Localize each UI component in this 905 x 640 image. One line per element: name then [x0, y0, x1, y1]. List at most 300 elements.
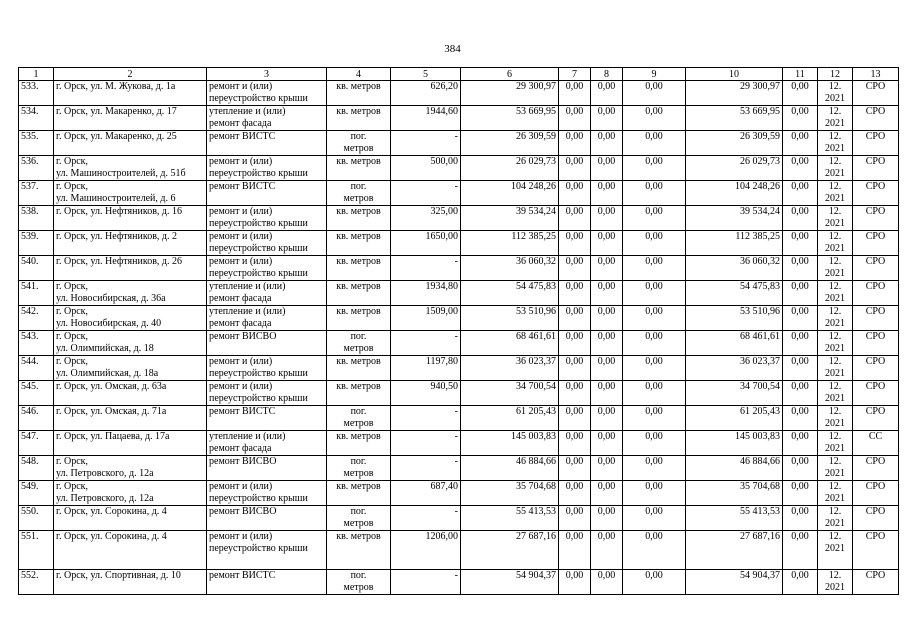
work-type-cell — [207, 256, 327, 281]
owners-funds-cell: 34 700,54 — [686, 381, 783, 406]
work-type-cell-line: ремонт и (или) — [209, 206, 273, 217]
unit-cell-line: пог. — [350, 570, 367, 581]
unit-cell-line: кв. метров — [336, 381, 381, 392]
work-type-cell-line: ремонт ВИСТС — [209, 131, 276, 142]
unit-cell — [327, 181, 391, 206]
unit-cell-line: метров — [343, 518, 374, 529]
unit-cell-line: метров — [343, 193, 374, 204]
address-cell-line: ул. Олимпийская, д. 18 — [56, 343, 154, 354]
work-type-cell-line: ремонт фасада — [209, 318, 272, 329]
address-cell-line: ул. Новосибирская, д. 40 — [56, 318, 162, 329]
column-header: 7 — [559, 68, 591, 81]
deadline-cell-line: 2021 — [825, 582, 845, 593]
budget-cell: 0,00 — [591, 306, 623, 331]
column-header: 2 — [54, 68, 207, 81]
deadline-cell — [818, 431, 853, 456]
fund-method-cell: СРО — [853, 81, 899, 106]
other-funds-cell: 0,00 — [783, 306, 818, 331]
local-budget-cell: 0,00 — [623, 481, 686, 506]
unit-cell-line: метров — [343, 143, 374, 154]
other-funds-cell: 0,00 — [783, 81, 818, 106]
local-budget-cell: 0,00 — [623, 156, 686, 181]
row-number-cell: 549. — [19, 481, 54, 506]
table-row — [19, 570, 899, 595]
deadline-cell-line: 2021 — [825, 393, 845, 404]
column-header: 12 — [818, 68, 853, 81]
work-type-cell — [207, 281, 327, 306]
fund-cell: 0,00 — [559, 231, 591, 256]
fund-method-cell: СРО — [853, 331, 899, 356]
table-row — [19, 231, 899, 256]
table-row — [19, 481, 899, 506]
unit-cell-line: метров — [343, 343, 374, 354]
quantity-cell: 1944,60 — [391, 106, 461, 131]
address-cell — [54, 506, 207, 531]
work-type-cell-line: переустройство крыши — [209, 543, 308, 554]
row-number-cell: 534. — [19, 106, 54, 131]
table-row — [19, 406, 899, 431]
deadline-cell — [818, 481, 853, 506]
deadline-cell — [818, 381, 853, 406]
unit-cell-line: кв. метров — [336, 306, 381, 317]
fund-cell: 0,00 — [559, 206, 591, 231]
work-type-cell-line: утепление и (или) — [209, 431, 286, 442]
address-cell — [54, 381, 207, 406]
deadline-cell-line: 12. — [828, 481, 842, 492]
fund-cell: 0,00 — [559, 356, 591, 381]
local-budget-cell: 0,00 — [623, 181, 686, 206]
unit-cell-line: метров — [343, 418, 374, 429]
table-row — [19, 256, 899, 281]
address-cell — [54, 81, 207, 106]
budget-cell: 0,00 — [591, 456, 623, 481]
budget-cell: 0,00 — [591, 181, 623, 206]
table-row — [19, 181, 899, 206]
quantity-cell: 626,20 — [391, 81, 461, 106]
local-budget-cell: 0,00 — [623, 570, 686, 595]
fund-method-cell: СРО — [853, 531, 899, 570]
address-cell-line: г. Орск, ул. Макаренко, д. 17 — [56, 106, 177, 117]
unit-cell — [327, 406, 391, 431]
budget-cell: 0,00 — [591, 531, 623, 570]
owners-funds-cell: 46 884,66 — [686, 456, 783, 481]
other-funds-cell: 0,00 — [783, 431, 818, 456]
work-type-cell-line: ремонт и (или) — [209, 156, 273, 167]
unit-cell — [327, 81, 391, 106]
quantity-cell: - — [391, 506, 461, 531]
table-row — [19, 356, 899, 381]
fund-method-cell: СРО — [853, 206, 899, 231]
total-cost-cell: 36 023,37 — [461, 356, 559, 381]
budget-cell: 0,00 — [591, 570, 623, 595]
table-row — [19, 156, 899, 181]
address-cell-line: г. Орск, ул. Нефтяников, д. 26 — [56, 256, 183, 267]
address-cell-line: г. Орск, — [56, 281, 88, 292]
address-cell — [54, 356, 207, 381]
budget-cell: 0,00 — [591, 431, 623, 456]
local-budget-cell: 0,00 — [623, 281, 686, 306]
total-cost-cell: 39 534,24 — [461, 206, 559, 231]
deadline-cell-line: 12. — [828, 81, 842, 92]
owners-funds-cell: 104 248,26 — [686, 181, 783, 206]
address-cell — [54, 531, 207, 570]
quantity-cell: - — [391, 570, 461, 595]
repair-schedule-table — [18, 67, 899, 595]
quantity-cell: 940,50 — [391, 381, 461, 406]
other-funds-cell: 0,00 — [783, 231, 818, 256]
deadline-cell — [818, 206, 853, 231]
work-type-cell — [207, 231, 327, 256]
budget-cell: 0,00 — [591, 381, 623, 406]
other-funds-cell: 0,00 — [783, 181, 818, 206]
work-type-cell — [207, 81, 327, 106]
address-cell-line: ул. Олимпийская, д. 18а — [56, 368, 159, 379]
table-row — [19, 306, 899, 331]
total-cost-cell: 54 904,37 — [461, 570, 559, 595]
fund-method-cell: СРО — [853, 356, 899, 381]
deadline-cell — [818, 106, 853, 131]
deadline-cell-line: 2021 — [825, 493, 845, 504]
row-number-cell: 548. — [19, 456, 54, 481]
address-cell-line: г. Орск, ул. Нефтяников, д. 2 — [56, 231, 178, 242]
address-cell — [54, 181, 207, 206]
work-type-cell — [207, 481, 327, 506]
work-type-cell-line: ремонт фасада — [209, 443, 272, 454]
address-cell-line: ул. Новосибирская, д. 36а — [56, 293, 166, 304]
fund-cell: 0,00 — [559, 256, 591, 281]
fund-cell: 0,00 — [559, 531, 591, 570]
address-cell — [54, 406, 207, 431]
quantity-cell: - — [391, 406, 461, 431]
other-funds-cell: 0,00 — [783, 406, 818, 431]
unit-cell-line: кв. метров — [336, 531, 381, 542]
other-funds-cell: 0,00 — [783, 206, 818, 231]
deadline-cell-line: 12. — [828, 531, 842, 542]
column-header: 5 — [391, 68, 461, 81]
work-type-cell — [207, 406, 327, 431]
unit-cell-line: кв. метров — [336, 256, 381, 267]
work-type-cell-line: ремонт фасада — [209, 118, 272, 129]
deadline-cell-line: 12. — [828, 456, 842, 467]
unit-cell — [327, 156, 391, 181]
deadline-cell — [818, 356, 853, 381]
work-type-cell — [207, 356, 327, 381]
work-type-cell-line: утепление и (или) — [209, 306, 286, 317]
fund-cell: 0,00 — [559, 81, 591, 106]
other-funds-cell: 0,00 — [783, 570, 818, 595]
fund-method-cell: СРО — [853, 570, 899, 595]
fund-cell: 0,00 — [559, 506, 591, 531]
fund-cell: 0,00 — [559, 381, 591, 406]
work-type-cell-line: ремонт и (или) — [209, 256, 273, 267]
fund-cell: 0,00 — [559, 306, 591, 331]
deadline-cell — [818, 506, 853, 531]
budget-cell: 0,00 — [591, 356, 623, 381]
other-funds-cell: 0,00 — [783, 331, 818, 356]
work-type-cell — [207, 531, 327, 570]
deadline-cell — [818, 456, 853, 481]
local-budget-cell: 0,00 — [623, 231, 686, 256]
other-funds-cell: 0,00 — [783, 281, 818, 306]
other-funds-cell: 0,00 — [783, 256, 818, 281]
budget-cell: 0,00 — [591, 81, 623, 106]
owners-funds-cell: 54 475,83 — [686, 281, 783, 306]
budget-cell: 0,00 — [591, 256, 623, 281]
other-funds-cell: 0,00 — [783, 356, 818, 381]
work-type-cell — [207, 506, 327, 531]
work-type-cell-line: переустройство крыши — [209, 218, 308, 229]
row-number-cell: 546. — [19, 406, 54, 431]
deadline-cell-line: 12. — [828, 356, 842, 367]
deadline-cell-line: 2021 — [825, 243, 845, 254]
unit-cell-line: пог. — [350, 331, 367, 342]
table-row — [19, 506, 899, 531]
row-number-cell: 544. — [19, 356, 54, 381]
owners-funds-cell: 35 704,68 — [686, 481, 783, 506]
deadline-cell-line: 2021 — [825, 118, 845, 129]
unit-cell — [327, 131, 391, 156]
fund-method-cell: СРО — [853, 456, 899, 481]
fund-cell: 0,00 — [559, 456, 591, 481]
deadline-cell-line: 12. — [828, 431, 842, 442]
column-header: 13 — [853, 68, 899, 81]
deadline-cell — [818, 331, 853, 356]
deadline-cell-line: 2021 — [825, 318, 845, 329]
address-cell-line: ул. Машиностроителей, д. 51б — [56, 168, 186, 179]
row-number-cell: 542. — [19, 306, 54, 331]
fund-method-cell: СРО — [853, 256, 899, 281]
deadline-cell-line: 12. — [828, 381, 842, 392]
total-cost-cell: 54 475,83 — [461, 281, 559, 306]
work-type-cell-line: ремонт и (или) — [209, 531, 273, 542]
table-row — [19, 431, 899, 456]
row-number-cell: 541. — [19, 281, 54, 306]
address-cell-line: г. Орск, — [56, 456, 88, 467]
total-cost-cell: 53 510,96 — [461, 306, 559, 331]
deadline-cell-line: 2021 — [825, 443, 845, 454]
local-budget-cell: 0,00 — [623, 531, 686, 570]
fund-cell: 0,00 — [559, 570, 591, 595]
address-cell-line: г. Орск, ул. Сорокина, д. 4 — [56, 531, 167, 542]
row-number-cell: 540. — [19, 256, 54, 281]
row-number-cell: 543. — [19, 331, 54, 356]
other-funds-cell: 0,00 — [783, 156, 818, 181]
work-type-cell — [207, 206, 327, 231]
deadline-cell-line: 2021 — [825, 293, 845, 304]
row-number-cell: 538. — [19, 206, 54, 231]
address-cell — [54, 306, 207, 331]
fund-method-cell: СРО — [853, 481, 899, 506]
total-cost-cell: 145 003,83 — [461, 431, 559, 456]
deadline-cell — [818, 131, 853, 156]
owners-funds-cell: 54 904,37 — [686, 570, 783, 595]
address-cell-line: ул. Петровского, д. 12а — [56, 493, 154, 504]
address-cell — [54, 481, 207, 506]
budget-cell: 0,00 — [591, 406, 623, 431]
fund-method-cell: СРО — [853, 381, 899, 406]
fund-cell: 0,00 — [559, 481, 591, 506]
work-type-cell-line: переустройство крыши — [209, 168, 308, 179]
unit-cell-line: пог. — [350, 456, 367, 467]
deadline-cell-line: 12. — [828, 331, 842, 342]
row-number-cell: 550. — [19, 506, 54, 531]
deadline-cell — [818, 281, 853, 306]
deadline-cell-line: 2021 — [825, 143, 845, 154]
column-header: 6 — [461, 68, 559, 81]
deadline-cell — [818, 570, 853, 595]
work-type-cell — [207, 106, 327, 131]
work-type-cell-line: ремонт ВИСВО — [209, 506, 277, 517]
local-budget-cell: 0,00 — [623, 106, 686, 131]
local-budget-cell: 0,00 — [623, 406, 686, 431]
local-budget-cell: 0,00 — [623, 506, 686, 531]
unit-cell-line: кв. метров — [336, 206, 381, 217]
local-budget-cell: 0,00 — [623, 81, 686, 106]
owners-funds-cell: 61 205,43 — [686, 406, 783, 431]
work-type-cell-line: ремонт и (или) — [209, 81, 273, 92]
work-type-cell — [207, 181, 327, 206]
quantity-cell: 1206,00 — [391, 531, 461, 570]
deadline-cell — [818, 181, 853, 206]
deadline-cell-line: 12. — [828, 106, 842, 117]
column-header: 9 — [623, 68, 686, 81]
address-cell-line: г. Орск, — [56, 181, 88, 192]
address-cell-line: г. Орск, — [56, 156, 88, 167]
total-cost-cell: 26 029,73 — [461, 156, 559, 181]
row-number-cell: 545. — [19, 381, 54, 406]
owners-funds-cell: 145 003,83 — [686, 431, 783, 456]
fund-method-cell: СРО — [853, 231, 899, 256]
deadline-cell-line: 12. — [828, 131, 842, 142]
unit-cell-line: кв. метров — [336, 231, 381, 242]
deadline-cell-line: 2021 — [825, 193, 845, 204]
table-row — [19, 281, 899, 306]
deadline-cell-line: 12. — [828, 231, 842, 242]
work-type-cell-line: ремонт и (или) — [209, 481, 273, 492]
budget-cell: 0,00 — [591, 506, 623, 531]
work-type-cell-line: ремонт и (или) — [209, 356, 273, 367]
address-cell — [54, 131, 207, 156]
total-cost-cell: 112 385,25 — [461, 231, 559, 256]
other-funds-cell: 0,00 — [783, 531, 818, 570]
total-cost-cell: 35 704,68 — [461, 481, 559, 506]
owners-funds-cell: 53 510,96 — [686, 306, 783, 331]
work-type-cell-line: ремонт фасада — [209, 293, 272, 304]
unit-cell — [327, 456, 391, 481]
work-type-cell-line: ремонт ВИСТС — [209, 406, 276, 417]
total-cost-cell: 104 248,26 — [461, 181, 559, 206]
fund-cell: 0,00 — [559, 131, 591, 156]
work-type-cell-line: ремонт ВИСТС — [209, 570, 276, 581]
deadline-cell-line: 2021 — [825, 343, 845, 354]
owners-funds-cell: 112 385,25 — [686, 231, 783, 256]
deadline-cell-line: 12. — [828, 306, 842, 317]
fund-method-cell: СРО — [853, 506, 899, 531]
unit-cell-line: метров — [343, 468, 374, 479]
quantity-cell: 1650,00 — [391, 231, 461, 256]
unit-cell — [327, 331, 391, 356]
total-cost-cell: 34 700,54 — [461, 381, 559, 406]
owners-funds-cell: 26 029,73 — [686, 156, 783, 181]
owners-funds-cell: 36 023,37 — [686, 356, 783, 381]
address-cell — [54, 256, 207, 281]
row-number-cell: 533. — [19, 81, 54, 106]
unit-cell — [327, 531, 391, 570]
address-cell — [54, 231, 207, 256]
budget-cell: 0,00 — [591, 281, 623, 306]
work-type-cell — [207, 381, 327, 406]
fund-cell: 0,00 — [559, 156, 591, 181]
address-cell-line: г. Орск, ул. Омская, д. 71а — [56, 406, 167, 417]
unit-cell — [327, 431, 391, 456]
work-type-cell-line: ремонт и (или) — [209, 231, 273, 242]
fund-method-cell: СРО — [853, 106, 899, 131]
address-cell — [54, 281, 207, 306]
deadline-cell-line: 2021 — [825, 93, 845, 104]
deadline-cell-line: 2021 — [825, 218, 845, 229]
address-cell — [54, 206, 207, 231]
other-funds-cell: 0,00 — [783, 106, 818, 131]
work-type-cell-line: переустройство крыши — [209, 268, 308, 279]
fund-cell: 0,00 — [559, 281, 591, 306]
column-header: 11 — [783, 68, 818, 81]
work-type-cell — [207, 306, 327, 331]
deadline-cell-line: 12. — [828, 206, 842, 217]
total-cost-cell: 68 461,61 — [461, 331, 559, 356]
work-type-cell-line: переустройство крыши — [209, 368, 308, 379]
total-cost-cell: 55 413,53 — [461, 506, 559, 531]
budget-cell: 0,00 — [591, 131, 623, 156]
table-row — [19, 531, 899, 570]
total-cost-cell: 29 300,97 — [461, 81, 559, 106]
quantity-cell: 1934,80 — [391, 281, 461, 306]
local-budget-cell: 0,00 — [623, 431, 686, 456]
unit-cell — [327, 206, 391, 231]
fund-cell: 0,00 — [559, 406, 591, 431]
unit-cell — [327, 506, 391, 531]
work-type-cell — [207, 156, 327, 181]
unit-cell-line: метров — [343, 582, 374, 593]
address-cell-line: г. Орск, — [56, 356, 88, 367]
quantity-cell: 500,00 — [391, 156, 461, 181]
unit-cell-line: кв. метров — [336, 431, 381, 442]
deadline-cell-line: 12. — [828, 570, 842, 581]
deadline-cell-line: 2021 — [825, 543, 845, 554]
work-type-cell-line: утепление и (или) — [209, 106, 286, 117]
unit-cell-line: кв. метров — [336, 156, 381, 167]
total-cost-cell: 36 060,32 — [461, 256, 559, 281]
fund-cell: 0,00 — [559, 181, 591, 206]
address-cell — [54, 331, 207, 356]
address-cell — [54, 106, 207, 131]
unit-cell-line: кв. метров — [336, 281, 381, 292]
unit-cell — [327, 481, 391, 506]
deadline-cell — [818, 81, 853, 106]
deadline-cell-line: 12. — [828, 156, 842, 167]
local-budget-cell: 0,00 — [623, 131, 686, 156]
address-cell-line: г. Орск, — [56, 306, 88, 317]
deadline-cell-line: 2021 — [825, 268, 845, 279]
unit-cell — [327, 356, 391, 381]
work-type-cell-line: ремонт ВИСВО — [209, 331, 277, 342]
table-row — [19, 331, 899, 356]
unit-cell-line: кв. метров — [336, 481, 381, 492]
work-type-cell-line: ремонт ВИСТС — [209, 181, 276, 192]
local-budget-cell: 0,00 — [623, 381, 686, 406]
row-number-cell: 536. — [19, 156, 54, 181]
unit-cell — [327, 570, 391, 595]
column-header: 10 — [686, 68, 783, 81]
